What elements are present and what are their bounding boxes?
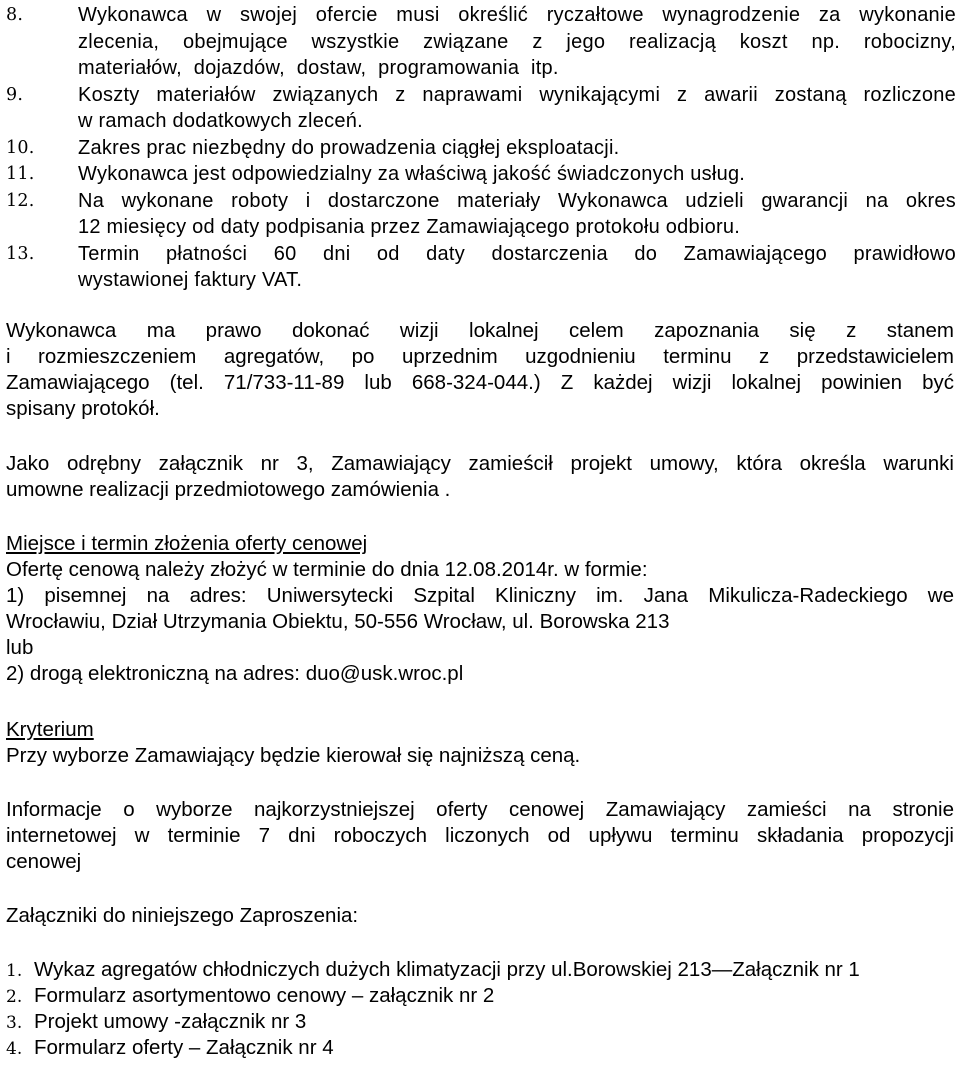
item-number: 10. <box>6 137 35 158</box>
inspection-paragraph <box>6 318 954 422</box>
item-number: 12. <box>6 190 35 211</box>
attachment-text: Projekt umowy -załącznik nr 3 <box>34 1010 307 1033</box>
item-number: 8. <box>6 5 24 25</box>
paragraph-line: i rozmieszczeniem agregatów, po uprzednim uzgodnieniu terminu z przedstawicielem <box>6 345 954 368</box>
attachments-heading-text: Załączniki do niniejszego Zaproszenia: <box>6 904 359 927</box>
section-line: Wrocławiu, Dział Utrzymania Obiektu, 50-556 Wrocław, ul. Borowska 213 <box>6 610 670 633</box>
list-item <box>6 135 956 162</box>
list-item <box>6 1035 956 1061</box>
list-item <box>6 161 956 188</box>
item-number: 11. <box>6 164 35 184</box>
list-item <box>6 188 956 241</box>
item-text-line: w ramach dodatkowych zleceń. <box>78 110 363 132</box>
contract-paragraph <box>6 451 954 503</box>
item-text-line: zlecenia, obejmujące wszystkie związane z jego realizacją koszt np. robocizny, <box>78 30 956 53</box>
section-line: 2) drogą elektroniczną na adres: duo@usk.wroc.pl <box>6 662 464 685</box>
attachment-text: Wykaz agregatów chłodniczych dużych klimatyzacji przy ul.Borowskiej 213—Załącznik nr 1 <box>34 958 860 981</box>
item-text-line: Termin płatności 60 dni od daty dostarczenia do Zamawiającego prawidłowo <box>78 242 956 265</box>
list-item <box>6 1009 956 1035</box>
item-text-line: Zakres prac niezbędny do prowadzenia ciągłej eksploatacji. <box>78 136 620 159</box>
information-paragraph <box>6 797 954 875</box>
attachments-list <box>6 957 956 1061</box>
paragraph-line: cenowej <box>6 850 82 873</box>
criterion-section <box>6 717 954 769</box>
section-line: 1) pisemnej na adres: Uniwersytecki Szpital Kliniczny im. Jana Mikulicza-Radeckiego we <box>6 584 954 607</box>
attachment-text: Formularz oferty – Załącznik nr 4 <box>34 1036 334 1059</box>
section-line: Ofertę cenową należy złożyć w terminie do dnia 12.08.2014r. w formie: <box>6 558 648 581</box>
item-number: 3. <box>6 1013 23 1033</box>
paragraph-line: spisany protokół. <box>6 397 160 420</box>
section-line: lub <box>6 636 34 659</box>
paragraph-line: Jako odrębny załącznik nr 3, Zamawiający zamieścił projekt umowy, która określa warunki <box>6 452 954 475</box>
paragraph-line: Zamawiającego (tel. 71/733-11-89 lub 668-324-044.) Z każdej wizji lokalnej powinien być <box>6 371 954 394</box>
list-item <box>6 2 956 82</box>
item-number: 9. <box>6 84 24 105</box>
list-item <box>6 983 956 1009</box>
item-text-line: wystawionej faktury VAT. <box>78 269 303 291</box>
item-text-line: Na wykonane roboty i dostarczone materiały Wykonawca udzieli gwarancji na okres <box>78 189 956 212</box>
item-text-line: 12 miesięcy od daty podpisania przez Zamawiającego protokołu odbioru. <box>78 216 741 238</box>
item-number: 4. <box>6 1039 23 1059</box>
item-number: 2. <box>6 987 23 1007</box>
paragraph-line: Wykonawca ma prawo dokonać wizji lokalnej celem zapoznania się z stanem <box>6 319 954 342</box>
item-number: 1. <box>6 961 23 981</box>
item-number: 13. <box>6 243 35 264</box>
item-text-line: Wykonawca w swojej ofercie musi określić ryczałtowe wynagrodzenie za wykonanie <box>78 4 956 26</box>
list-item <box>6 241 956 294</box>
section-line: Przy wyborze Zamawiający będzie kierował się najniższą ceną. <box>6 744 581 767</box>
paragraph-line: Informacje o wyborze najkorzystniejszej oferty cenowej Zamawiający zamieści na stronie <box>6 798 954 821</box>
paragraph-line: internetowej w terminie 7 dni roboczych liczonych od upływu terminu składania propozycji <box>6 824 954 847</box>
paragraph-line: umowne realizacji przedmiotowego zamówienia . <box>6 478 451 501</box>
section-heading: Kryterium <box>6 718 94 741</box>
section-heading: Miejsce i termin złożenia oferty cenowej <box>6 532 368 555</box>
attachments-heading <box>6 903 954 929</box>
conditions-list <box>6 2 956 294</box>
item-text-line: Wykonawca jest odpowiedzialny za właściwą jakość świadczonych usług. <box>78 163 746 185</box>
list-item <box>6 957 956 983</box>
submission-section <box>6 531 954 687</box>
attachment-text: Formularz asortymentowo cenowy – załącznik nr 2 <box>34 984 495 1007</box>
item-text-line: Koszty materiałów związanych z naprawami wynikającymi z awarii zostaną rozliczone <box>78 83 956 106</box>
list-item <box>6 82 956 135</box>
item-text-line: materiałów, dojazdów, dostaw, programowania itp. <box>78 57 559 79</box>
